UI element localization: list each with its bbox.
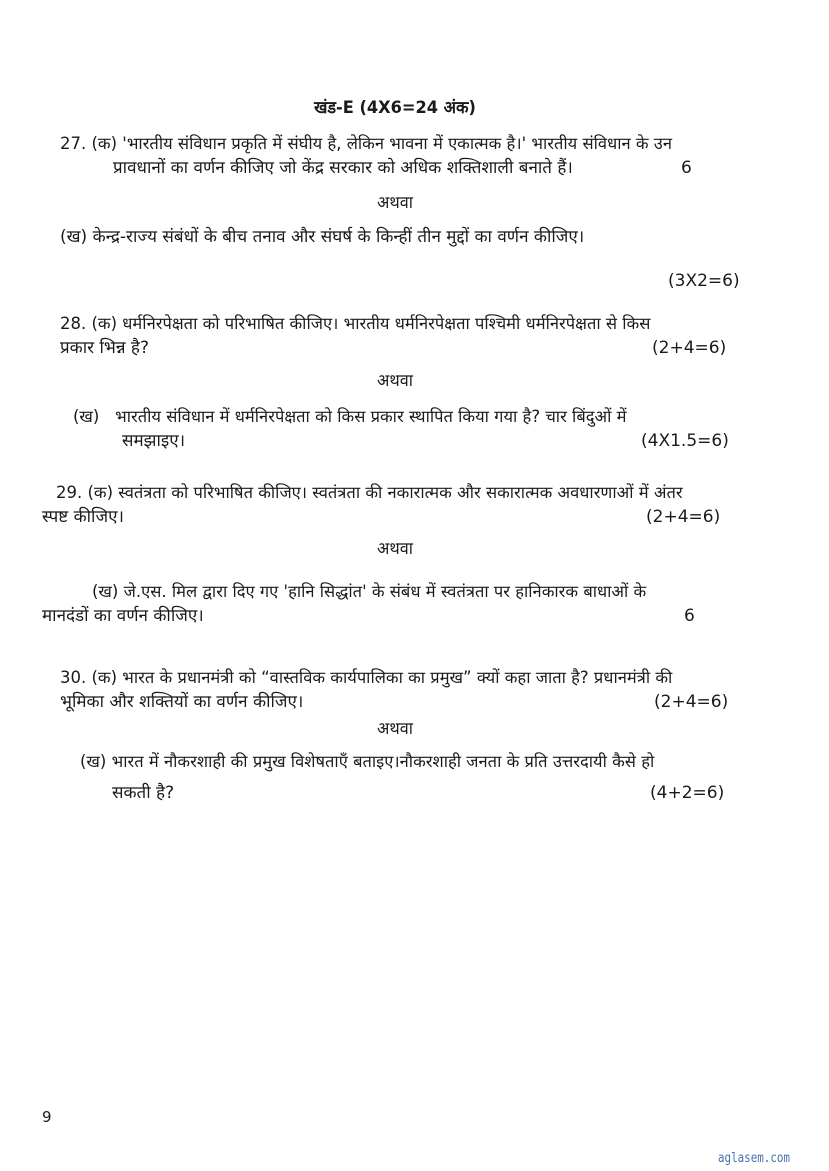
q27-part-b-marks: (3X2=6) — [668, 271, 740, 291]
q27-part-b-line1: (ख) केन्द्र-राज्य संबंधों के बीच तनाव और संघर्ष के किन्हीं तीन मुद्दों का वर्णन कीजिए। — [60, 227, 585, 247]
q28-part-b-marks: (4X1.5=6) — [641, 431, 729, 451]
q28-part-a-line1: 28. (क) धर्मनिरपेक्षता को परिभाषित कीजिए। भारतीय धर्मनिरपेक्षता पश्चिमी धर्मनिरपेक्षता से किस — [60, 314, 651, 333]
q30-part-a-line2: भूमिका और शक्तियों का वर्णन कीजिए। — [60, 692, 304, 712]
q29-part-a-line2: स्पष्ट कीजिए। — [42, 507, 124, 527]
q27-part-a-line1: 27. (क) 'भारतीय संविधान प्रकृति में संघीय है, लेकिन भावना में एकात्मक है।' भारतीय संविधान के उन — [60, 134, 673, 153]
section-heading: खंड-E (4X6=24 अंक) — [314, 98, 476, 118]
q30-part-b-line1: (ख) भारत में नौकरशाही की प्रमुख विशेषताएँ बताइए।नौकरशाही जनता के प्रति उत्तरदायी कैसे हो — [80, 752, 655, 771]
watermark-text: aglasem.com — [718, 1151, 790, 1166]
q29-part-a-line1: 29. (क) स्वतंत्रता को परिभाषित कीजिए। स्वतंत्रता की नकारात्मक और सकारात्मक अवधारणाओं में अंतर — [56, 483, 683, 502]
q28-part-b-line1: (ख) भारतीय संविधान में धर्मनिरपेक्षता को किस प्रकार स्थापित किया गया है? चार बिंदुओं में — [73, 407, 627, 426]
q29-part-b-line1: (ख) जे.एस. मिल द्वारा दिए गए 'हानि सिद्धांत' के संबंध में स्वतंत्रता पर हानिकारक बाधाओं के — [92, 582, 647, 601]
q29-or-label: अथवा — [377, 539, 413, 559]
q30-part-b-line2: सकती है? — [112, 783, 175, 803]
q27-part-a-marks: 6 — [681, 158, 692, 178]
q30-part-b-marks: (4+2=6) — [650, 783, 725, 803]
page-number: 9 — [42, 1108, 52, 1126]
q28-part-a-line2: प्रकार भिन्न है? — [60, 338, 149, 358]
q30-or-label: अथवा — [377, 719, 413, 739]
q29-part-b-marks: 6 — [684, 606, 695, 626]
q29-part-b-line2: मानदंडों का वर्णन कीजिए। — [42, 606, 204, 626]
q27-part-a-line2: प्रावधानों का वर्णन कीजिए जो केंद्र सरकार को अधिक शक्तिशाली बनाते हैं। — [113, 158, 573, 178]
q27-or-label: अथवा — [377, 193, 413, 213]
q28-or-label: अथवा — [377, 371, 413, 391]
q30-part-a-marks: (2+4=6) — [654, 692, 729, 712]
q28-part-b-line2: समझाइए। — [122, 431, 186, 451]
q28-part-a-marks: (2+4=6) — [652, 338, 727, 358]
q29-part-a-marks: (2+4=6) — [646, 507, 721, 527]
q30-part-a-line1: 30. (क) भारत के प्रधानमंत्री को “वास्तविक कार्यपालिका का प्रमुख” क्यों कहा जाता है? प्रधानमंत्री की — [60, 668, 673, 687]
